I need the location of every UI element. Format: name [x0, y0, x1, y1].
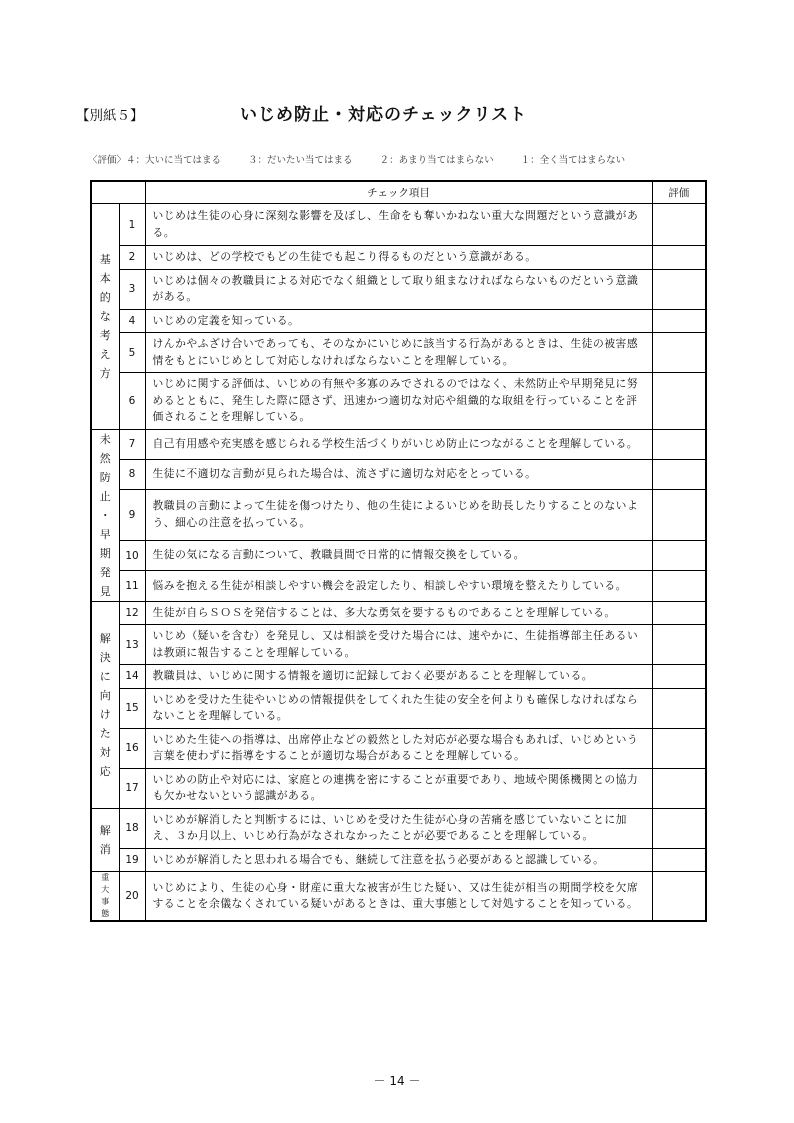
table-row	[91, 333, 706, 373]
item-text: いじめが解消したと判断するには、いじめを受けた生徒が心身の苦痛を感じていないことに加え、３か月以上、いじめ行為がなされなかったことが必要であることを理解している。	[145, 808, 652, 848]
item-text: 生徒の気になる言動について、教職員間で日常的に情報交換をしている。	[145, 541, 652, 571]
category-char: 期	[99, 546, 111, 560]
item-number: 5	[119, 333, 145, 373]
evaluation-cell[interactable]	[652, 808, 706, 848]
evaluation-cell[interactable]	[652, 204, 706, 246]
table-row	[91, 848, 706, 872]
category-char: 的	[99, 290, 111, 304]
item-number: 13	[119, 625, 145, 665]
item-text: けんかやふざけ合いであっても、そのなかにいじめに該当する行為があるときは、生徒の被害感情をもとにいじめとして対応しなければならないことを理解している。	[145, 333, 652, 373]
category-char: 消	[99, 842, 111, 856]
table-row	[91, 625, 706, 665]
category-char: 対	[99, 745, 111, 759]
item-number: 9	[119, 489, 145, 540]
item-number: 1	[119, 204, 145, 246]
item-text: 生徒に不適切な言動が見られた場合は、流さずに適切な対応をとっている。	[145, 459, 652, 489]
item-text: いじめの防止や対応には、家庭との連携を密にすることが重要であり、地域や関係機関との協力も欠かせないという認識がある。	[145, 768, 652, 808]
evaluation-cell[interactable]	[652, 601, 706, 625]
category-char: 本	[99, 271, 111, 285]
item-number: 17	[119, 768, 145, 808]
item-text: 自己有用感や充実感を感じられる学校生活づくりがいじめ防止につながることを理解している。	[145, 429, 652, 459]
evaluation-cell[interactable]	[652, 872, 706, 922]
category-char: 態	[101, 909, 110, 918]
category-char: 基	[99, 252, 111, 266]
header-check-item: チェック項目	[145, 181, 652, 204]
table-row	[91, 768, 706, 808]
category-prevention-early-detection	[91, 429, 119, 601]
page-number: － 14 －	[373, 1074, 421, 1088]
item-number: 11	[119, 571, 145, 601]
item-text: いじめの定義を知っている。	[145, 309, 652, 333]
category-char: 解	[99, 823, 111, 837]
item-text: いじめに関する評価は、いじめの有無や多寡のみでされるのではなく、未然防止や早期発見に努めるとともに、発生した際に隠さず、迅速かつ適切な対応や組織的な取組を行っていることを評価されることを理解している。	[145, 373, 652, 430]
item-text: いじめ（疑いを含む）を発見し、又は相談を受けた場合には、速やかに、生徒指導部主任あるいは教頭に報告することを理解している。	[145, 625, 652, 665]
table-row	[91, 269, 706, 309]
category-char: 重	[101, 873, 110, 882]
item-number: 6	[119, 373, 145, 430]
item-number: 2	[119, 246, 145, 270]
table-row	[91, 808, 706, 848]
item-text: いじめは、どの学校でもどの生徒でも起こり得るものだという意識がある。	[145, 246, 652, 270]
category-char: ・	[99, 508, 111, 522]
item-text: 教職員は、いじめに関する情報を適切に記録しておく必要があることを理解している。	[145, 665, 652, 689]
item-number: 12	[119, 601, 145, 625]
item-text: いじめが解消したと思われる場合でも、継続して注意を払う必要があると認識している。	[145, 848, 652, 872]
evaluation-cell[interactable]	[652, 571, 706, 601]
category-char: 向	[99, 688, 111, 702]
item-number: 7	[119, 429, 145, 459]
item-number: 19	[119, 848, 145, 872]
item-text: 教職員の言動によって生徒を傷つけたり、他の生徒によるいじめを助長したりすることのないよう、細心の注意を払っている。	[145, 489, 652, 540]
category-char: 大	[101, 885, 110, 894]
item-text: 悩みを抱える生徒が相談しやすい機会を設定したり、相談しやすい環境を整えたりしている。	[145, 571, 652, 601]
evaluation-cell[interactable]	[652, 246, 706, 270]
legend-item: 〈評価〉４：大いに当てはまる	[88, 155, 222, 166]
item-number: 8	[119, 459, 145, 489]
category-basic-concept	[91, 204, 119, 430]
legend-item: ３：だいたい当てはまる	[248, 155, 353, 166]
item-text: いじめを受けた生徒やいじめの情報提供をしてくれた生徒の安全を何よりも確保しなければならないことを理解している。	[145, 688, 652, 728]
evaluation-cell[interactable]	[652, 541, 706, 571]
table-row	[91, 429, 706, 459]
page-title: いじめ防止・対応のチェックリスト	[240, 105, 528, 125]
category-resolution	[91, 808, 119, 872]
table-row	[91, 728, 706, 768]
evaluation-cell[interactable]	[652, 269, 706, 309]
evaluation-cell[interactable]	[652, 848, 706, 872]
legend-item: １：全く当てはまらない	[520, 155, 626, 166]
evaluation-cell[interactable]	[652, 429, 706, 459]
item-text: 生徒が自らＳＯＳを発信することは、多大な勇気を要するものであることを理解している。	[145, 601, 652, 625]
legend-item: ２：あまり当てはまらない	[379, 155, 494, 166]
item-text: いじめた生徒への指導は、出席停止などの毅然とした対応が必要な場合もあれば、いじめという言葉を使わずに指導をすることが適切な場合があることを理解している。	[145, 728, 652, 768]
table-row	[91, 601, 706, 625]
evaluation-cell[interactable]	[652, 768, 706, 808]
evaluation-legend	[88, 152, 625, 166]
evaluation-cell[interactable]	[652, 333, 706, 373]
category-char: 事	[101, 897, 110, 906]
category-serious-incident	[91, 872, 119, 922]
evaluation-cell[interactable]	[652, 489, 706, 540]
category-char: 未	[99, 432, 111, 446]
table-row	[91, 489, 706, 540]
category-char: に	[99, 669, 111, 683]
table-row	[91, 373, 706, 430]
category-char: 止	[99, 489, 111, 503]
item-number: 20	[119, 872, 145, 922]
table-header-row	[91, 181, 706, 204]
item-number: 15	[119, 688, 145, 728]
header-blank	[91, 181, 145, 204]
category-char: 早	[99, 527, 111, 541]
table-row	[91, 204, 706, 246]
item-text: いじめは生徒の心身に深刻な影響を及ぼし、生命をも奪いかねない重大な問題だという意識がある。	[145, 204, 652, 246]
item-number: 10	[119, 541, 145, 571]
item-number: 14	[119, 665, 145, 689]
header-evaluation: 評価	[652, 181, 706, 204]
table-row	[91, 541, 706, 571]
table-row	[91, 246, 706, 270]
table-row	[91, 872, 706, 922]
table-row	[91, 309, 706, 333]
item-number: 4	[119, 309, 145, 333]
table-row	[91, 665, 706, 689]
item-text: いじめにより、生徒の心身・財産に重大な被害が生じた疑い、又は生徒が相当の期間学校を欠席することを余儀なくされている疑いがあるときは、重大事態として対処することを知っている。	[145, 872, 652, 922]
evaluation-cell[interactable]	[652, 728, 706, 768]
item-text: いじめは個々の教職員による対応でなく組織として取り組まなければならないものだという意識がある。	[145, 269, 652, 309]
evaluation-cell[interactable]	[652, 373, 706, 430]
checklist-table	[90, 180, 707, 922]
category-char: 発	[99, 565, 111, 579]
category-response	[91, 601, 119, 808]
evaluation-cell[interactable]	[652, 625, 706, 665]
category-char: た	[99, 726, 111, 740]
category-char: 方	[99, 366, 111, 380]
evaluation-cell[interactable]	[652, 459, 706, 489]
category-char: 見	[99, 584, 111, 598]
category-char: 応	[99, 764, 111, 778]
category-char: 然	[99, 451, 111, 465]
evaluation-cell[interactable]	[652, 688, 706, 728]
item-number: 16	[119, 728, 145, 768]
category-char: な	[99, 309, 111, 323]
category-char: 決	[99, 650, 111, 664]
table-row	[91, 688, 706, 728]
appendix-label: 【別紙５】	[76, 108, 144, 124]
item-number: 3	[119, 269, 145, 309]
category-char: え	[99, 347, 111, 361]
table-row	[91, 459, 706, 489]
category-char: 解	[99, 631, 111, 645]
category-char: 防	[99, 470, 111, 484]
item-number: 18	[119, 808, 145, 848]
category-char: 考	[99, 328, 111, 342]
table-row	[91, 571, 706, 601]
evaluation-cell[interactable]	[652, 309, 706, 333]
evaluation-cell[interactable]	[652, 665, 706, 689]
category-char: け	[99, 707, 111, 721]
